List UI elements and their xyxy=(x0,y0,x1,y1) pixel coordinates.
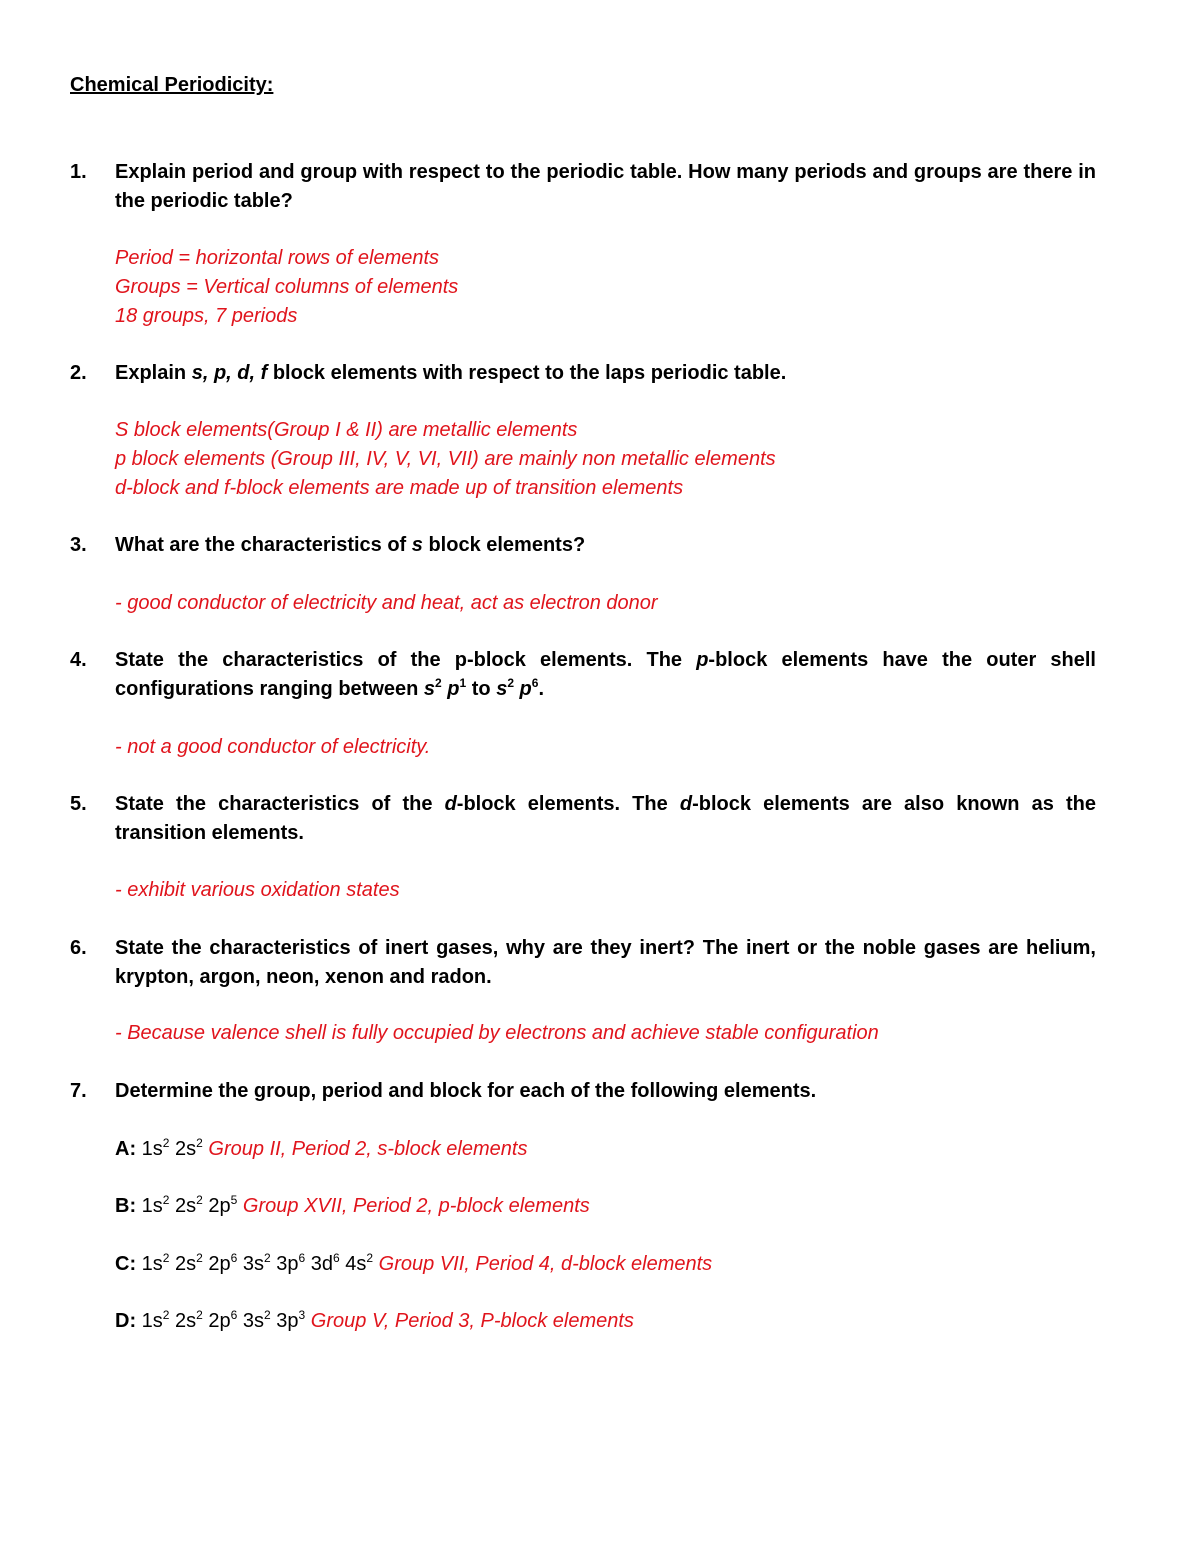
electron-count: 6 xyxy=(298,1251,306,1265)
orbital: 4s xyxy=(345,1253,367,1275)
electron-count: 6 xyxy=(230,1251,238,1265)
document-title: Chemical Periodicity: xyxy=(70,74,274,96)
answer-2 xyxy=(115,416,1095,503)
config-label: C: xyxy=(115,1253,137,1275)
answer-1 xyxy=(115,244,1095,331)
question-number: 7. xyxy=(70,1080,87,1102)
electron-count: 6 xyxy=(333,1251,340,1265)
orbital: 1s xyxy=(141,1310,163,1332)
electron-count: 2 xyxy=(196,1193,203,1207)
answer-line: - Because valence shell is fully occupied by electrons and achieve stable configuration xyxy=(115,1022,879,1044)
answer-line: Period = horizontal rows of elements xyxy=(115,247,440,269)
answer-3 xyxy=(115,589,1095,618)
answer-line: S block elements(Group I & II) are metallic elements xyxy=(115,419,578,441)
orbital: 3d xyxy=(310,1253,334,1275)
question-number: 4. xyxy=(70,649,87,671)
answer-line: d-block and f-block elements are made up of transition elements xyxy=(115,477,684,499)
answer-6 xyxy=(115,1019,1095,1048)
question-number: 5. xyxy=(70,793,87,815)
answer-line: - not a good conductor of electricity. xyxy=(115,736,431,758)
question-text: Explain period and group with respect to the periodic table. How many periods and groups are there in the periodic table? xyxy=(115,161,1096,212)
answer-line: - good conductor of electricity and heat, act as electron donor xyxy=(115,592,658,614)
orbital: 1s xyxy=(141,1195,163,1217)
question-1 xyxy=(70,158,1096,216)
question-text: Explain s, p, d, f block elements with respect to the laps periodic table. xyxy=(115,362,787,384)
question-number: 3. xyxy=(70,534,87,556)
electron-count: 2 xyxy=(162,1193,170,1207)
config-answer: Group VII, Period 4, d-block elements xyxy=(378,1253,713,1275)
orbital: 2p xyxy=(208,1310,231,1332)
config-item-b xyxy=(115,1192,1095,1221)
electron-configuration xyxy=(142,1253,373,1275)
question-number: 2. xyxy=(70,362,87,384)
electron-count: 2 xyxy=(162,1136,170,1150)
question-number: 6. xyxy=(70,937,87,959)
electron-count: 2 xyxy=(196,1136,203,1150)
orbital: 3p xyxy=(276,1253,299,1275)
config-answer: Group XVII, Period 2, p-block elements xyxy=(242,1195,590,1217)
question-text: State the characteristics of inert gases, why are they inert? The inert or the noble gases are helium, krypton, argon, neon, xenon and radon. xyxy=(115,937,1096,988)
question-number: 1. xyxy=(70,161,87,183)
electron-count: 5 xyxy=(230,1193,238,1207)
question-7 xyxy=(70,1077,1096,1106)
config-item-d xyxy=(115,1307,1095,1336)
config-label: A: xyxy=(115,1138,137,1160)
question-text: State the characteristics of the d-block elements. The d-block elements are also known as the transition elements. xyxy=(115,793,1096,844)
answer-line: p block elements (Group III, IV, V, VI, VII) are mainly non metallic elements xyxy=(115,448,776,470)
orbital: 3p xyxy=(276,1310,299,1332)
question-text: What are the characteristics of s block elements? xyxy=(115,534,586,556)
orbital: 1s xyxy=(141,1138,163,1160)
config-label: B: xyxy=(115,1195,137,1217)
electron-count: 2 xyxy=(162,1251,170,1265)
question-2 xyxy=(70,359,1096,388)
electron-count: 6 xyxy=(230,1308,238,1322)
question-5 xyxy=(70,790,1096,848)
electron-count: 3 xyxy=(298,1308,306,1322)
electron-count: 2 xyxy=(366,1251,374,1265)
config-item-c xyxy=(115,1250,1095,1279)
question-text: Determine the group, period and block for each of the following elements. xyxy=(115,1080,817,1102)
electron-count: 2 xyxy=(264,1308,271,1322)
electron-configuration xyxy=(142,1310,306,1332)
orbital: 2s xyxy=(175,1310,197,1332)
electron-count: 2 xyxy=(264,1251,271,1265)
config-item-a xyxy=(115,1135,1095,1164)
orbital: 1s xyxy=(141,1253,163,1275)
answer-line: - exhibit various oxidation states xyxy=(115,879,400,901)
orbital: 2s xyxy=(175,1253,197,1275)
question-3 xyxy=(70,531,1096,560)
orbital: 2p xyxy=(208,1195,231,1217)
orbital: 2p xyxy=(208,1253,231,1275)
electron-count: 2 xyxy=(196,1308,203,1322)
config-answer: Group II, Period 2, s-block elements xyxy=(208,1138,528,1160)
answer-line: 18 groups, 7 periods xyxy=(115,305,298,327)
answer-4 xyxy=(115,733,1095,762)
orbital: 2s xyxy=(175,1195,197,1217)
electron-configuration xyxy=(142,1195,238,1217)
electron-count: 2 xyxy=(162,1308,170,1322)
orbital: 3s xyxy=(242,1310,265,1332)
config-answer: Group V, Period 3, P-block elements xyxy=(310,1310,634,1332)
electron-count: 2 xyxy=(196,1251,203,1265)
question-6 xyxy=(70,934,1096,992)
answer-line: Groups = Vertical columns of elements xyxy=(115,276,459,298)
answer-5 xyxy=(115,876,1095,905)
electron-configuration xyxy=(142,1138,203,1160)
question-4 xyxy=(70,646,1096,704)
orbital: 3s xyxy=(242,1253,265,1275)
question-text: State the characteristics of the p-block elements. The p-block elements have the outer shell configurations ranging between $s^2$ $p^1$ to $s^2$ $p^6$. xyxy=(115,649,1096,700)
orbital: 2s xyxy=(175,1138,197,1160)
config-label: D: xyxy=(115,1310,137,1332)
